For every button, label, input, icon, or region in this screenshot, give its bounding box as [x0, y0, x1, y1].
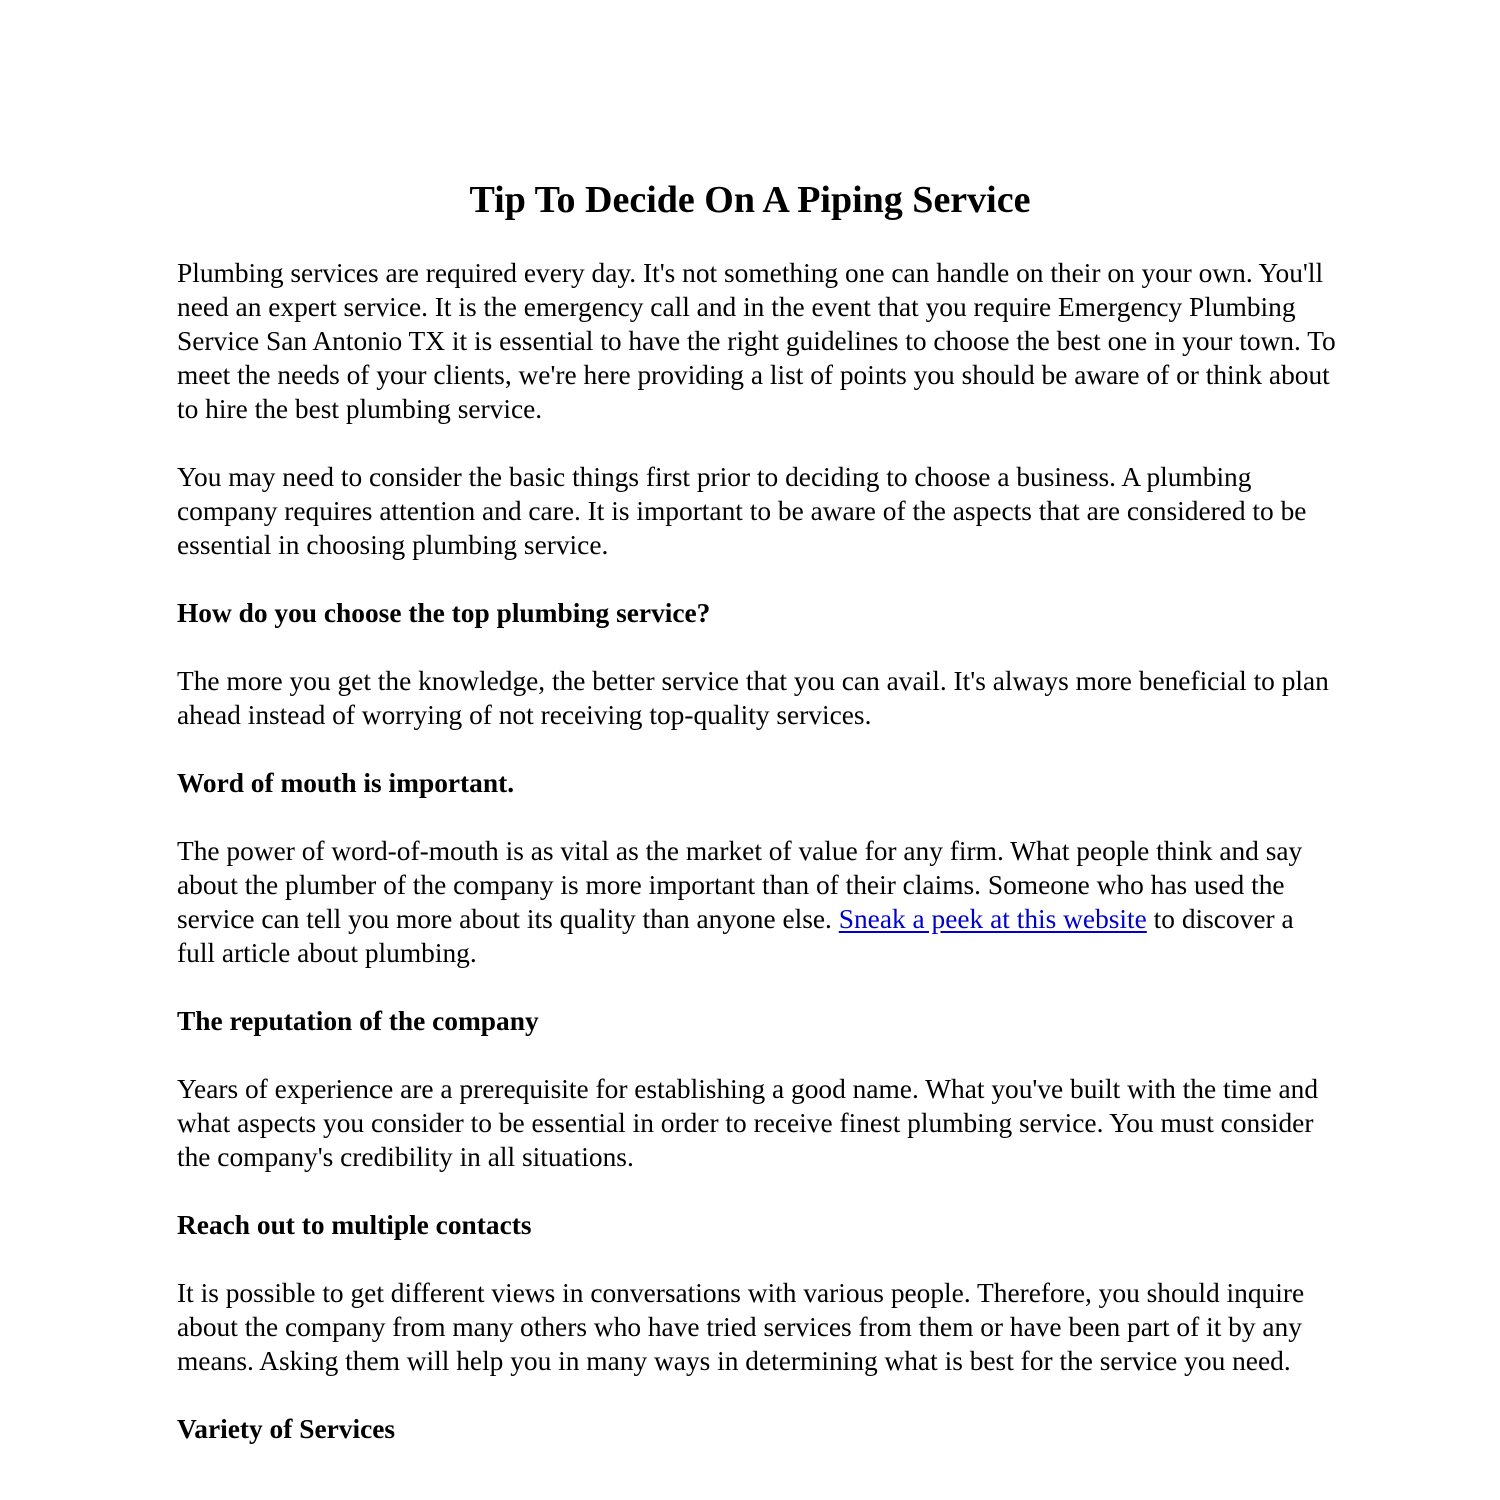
paragraph-word-of-mouth [177, 834, 1337, 970]
paragraph-multiple-contacts: It is possible to get different views in conversations with various people. Therefore, you should inquire about the company from many others who have tried services from them or have been part of it by any means. Asking them will help you in many ways in determining what is best for the service you need. [177, 1278, 1305, 1376]
paragraph-word-of-mouth-text: The power of word-of-mouth is as vital as the market of value for any firm. What people think and say about the plumber of the company is more important than of their claims. Someone who has used the service can tell you more about its quality than anyone else. [177, 836, 1303, 934]
heading-word-of-mouth: Word of mouth is important. [177, 768, 515, 798]
document-title: Tip To Decide On A Piping Service [469, 179, 1031, 221]
heading-variety-of-services: Variety of Services [177, 1414, 396, 1444]
document-body [177, 256, 1337, 1480]
paragraph-knowledge: The more you get the knowledge, the better service that you can avail. It's always more beneficial to plan ahead instead of worrying of not receiving top-quality services. [177, 666, 1329, 730]
paragraph-intro: Plumbing services are required every day. It's not something one can handle on their on your own. You'll need an expert service. It is the emergency call and in the event that you require Emergency Plumbing Service San Antonio TX it is essential to have the right guidelines to choose the best one in your town. To meet the needs of your clients, we're here providing a list of points you should be aware of or think about to hire the best plumbing service. [177, 258, 1336, 424]
heading-multiple-contacts: Reach out to multiple contacts [177, 1210, 532, 1240]
paragraph-basics: You may need to consider the basic things first prior to deciding to choose a business. A plumbing company requires attention and care. It is important to be aware of the aspects that are considered to be essential in choosing plumbing service. [177, 462, 1307, 560]
website-link[interactable]: Sneak a peek at this website [838, 904, 1147, 934]
heading-reputation: The reputation of the company [177, 1006, 539, 1036]
paragraph-reputation: Years of experience are a prerequisite for establishing a good name. What you've built with the time and what aspects you consider to be essential in order to receive finest plumbing service. You must consider the company's credibility in all situations. [177, 1074, 1319, 1172]
heading-choose-top-service: How do you choose the top plumbing service? [177, 598, 711, 628]
paragraph-word-of-mouth-tail: to discover a full article about plumbing. [177, 904, 1294, 968]
